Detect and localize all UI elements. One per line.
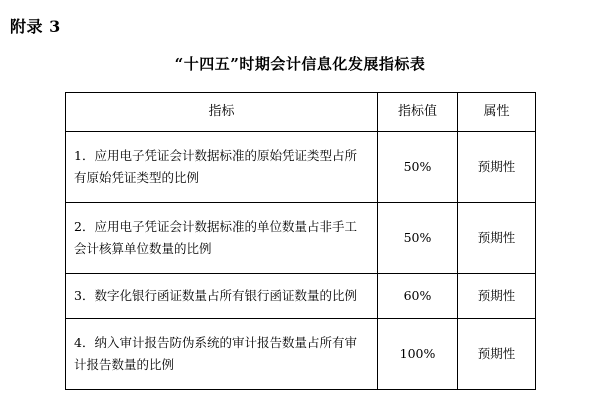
cell-indicator: 2．应用电子凭证会计数据标准的单位数量占非手工会计核算单位数量的比例 [66,203,378,274]
cell-attribute: 预期性 [458,132,536,203]
cell-attribute: 预期性 [458,203,536,274]
table-row [66,274,536,319]
cell-indicator: 1．应用电子凭证会计数据标准的原始凭证类型占所有原始凭证类型的比例 [66,132,378,203]
cell-value: 60% [378,274,458,319]
page-title: “十四五”时期会计信息化发展指标表 [174,55,426,73]
column-header-indicator: 指标 [66,93,378,132]
column-header-attribute: 属性 [458,93,536,132]
appendix-label: 附录 3 [10,17,61,36]
table-body [66,132,536,390]
cell-value: 50% [378,203,458,274]
cell-value: 50% [378,132,458,203]
table-header [66,93,536,132]
cell-indicator: 3．数字化银行函证数量占所有银行函证数量的比例 [66,274,378,319]
table-row [66,319,536,390]
cell-attribute: 预期性 [458,319,536,390]
cell-attribute: 预期性 [458,274,536,319]
cell-value: 100% [378,319,458,390]
cell-indicator: 4．纳入审计报告防伪系统的审计报告数量占所有审计报告数量的比例 [66,319,378,390]
table-row [66,203,536,274]
column-header-value: 指标值 [378,93,458,132]
indicator-table-wrapper [65,92,535,390]
indicator-table [65,92,536,390]
table-row [66,132,536,203]
table-header-row [66,93,536,132]
